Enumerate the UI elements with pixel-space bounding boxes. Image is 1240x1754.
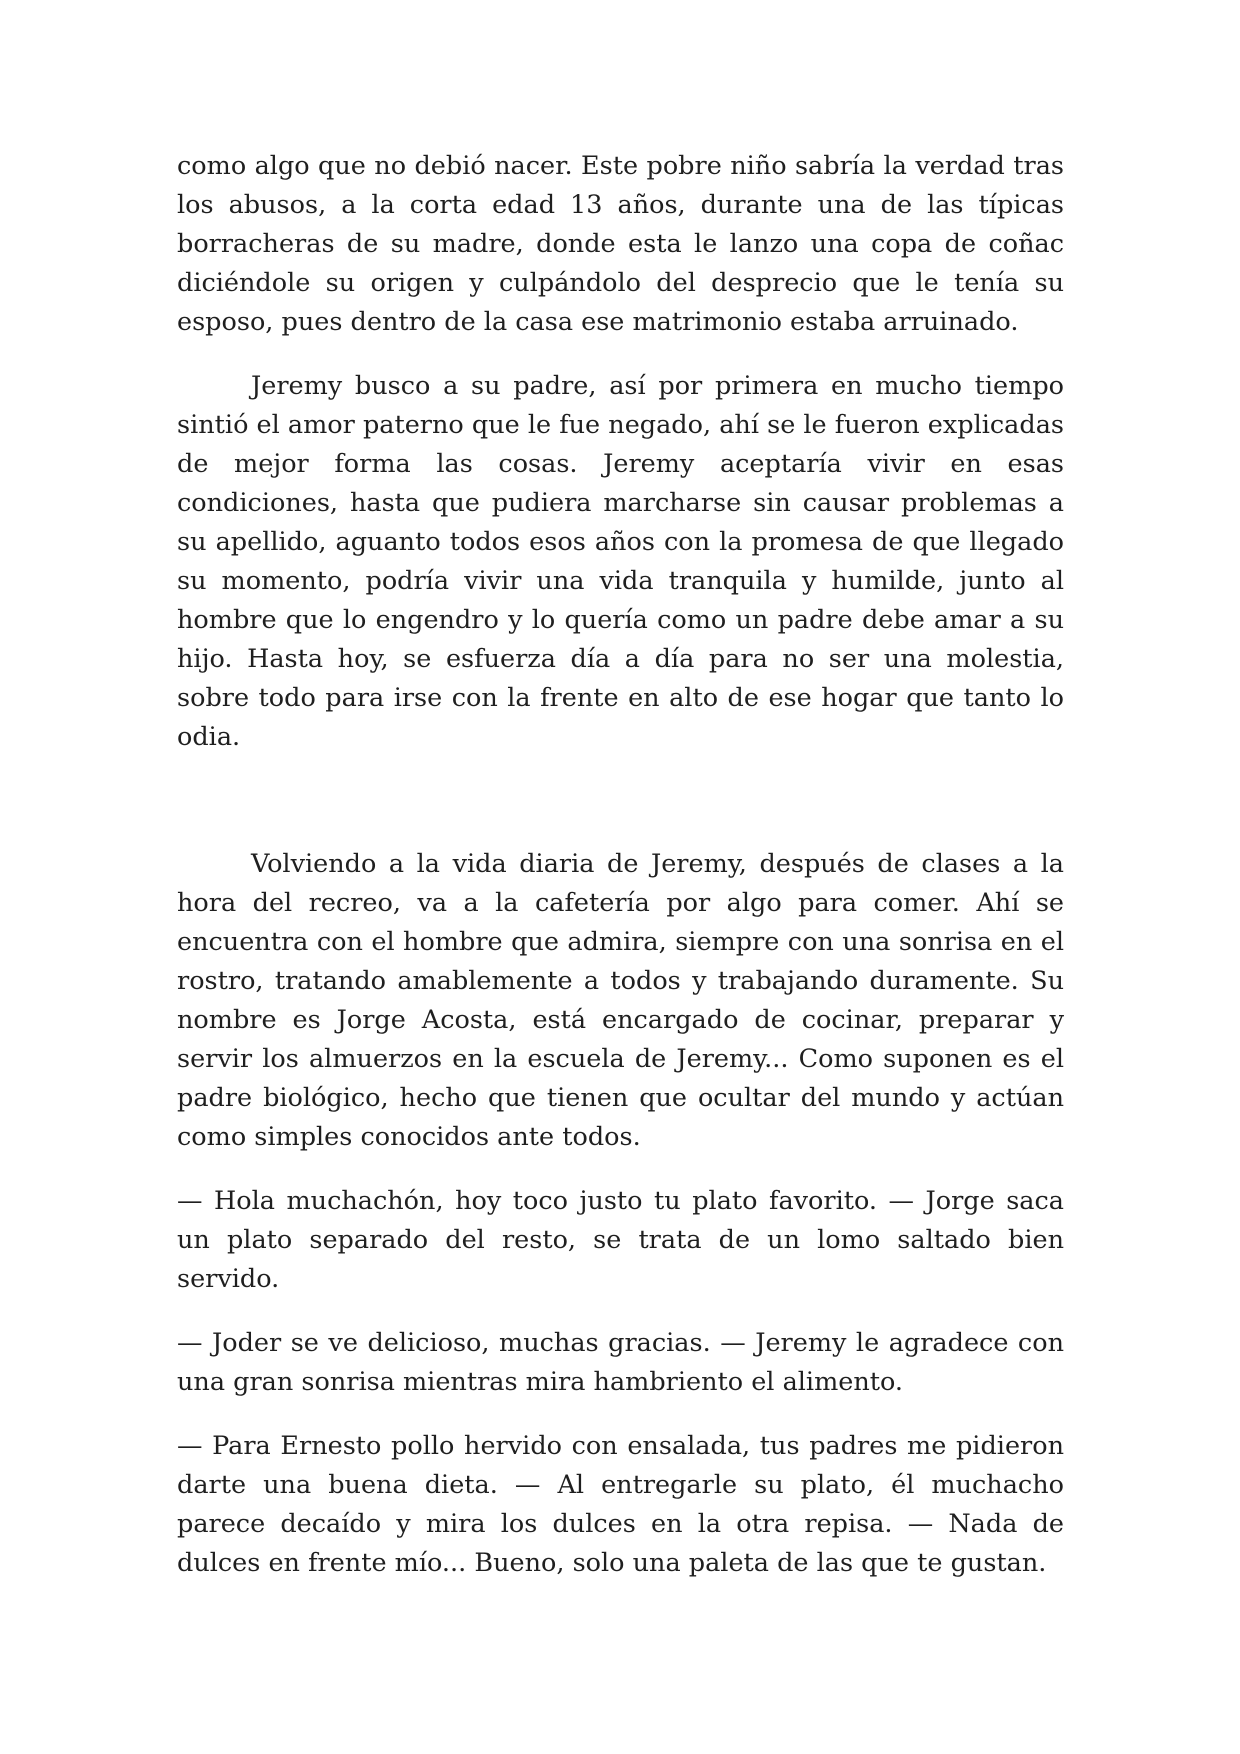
section-break <box>177 782 1064 845</box>
dialogue-jeremy: — Joder se ve delicioso, muchas gracias. — Jeremy le agradece con una gran sonrisa mientras mira hambriento el alimento. <box>177 1328 1064 1397</box>
paragraph-cafeteria: Volviendo a la vida diaria de Jeremy, después de clases a la hora del recreo, va a la cafetería por algo para comer. Ahí se encuentra con el hombre que admira, siempre con una sonrisa en el rostro, tratando amablemente a todos y trabajando duramente. Su nombre es Jorge Acosta, está encargado de cocinar, preparar y servir los almuerzos en la escuela de Jeremy... Como suponen es el padre biológico, hecho que tienen que ocultar del mundo y actúan como simples conocidos ante todos. <box>177 849 1064 1152</box>
dialogue-ernesto: — Para Ernesto pollo hervido con ensalada, tus padres me pidieron darte una buena dieta. — Al entregarle su plato, él muchacho parece decaído y mira los dulces en la otra repisa. — Nada de dulces en frente mío... Bueno, solo una paleta de las que te gustan. <box>177 1431 1064 1578</box>
paragraph-father: Jeremy busco a su padre, así por primera en mucho tiempo sintió el amor paterno que le fue negado, ahí se le fueron explicadas de mejor forma las cosas. Jeremy aceptaría vivir en esas condiciones, hasta que pudiera marcharse sin causar problemas a su apellido, aguanto todos esos años con la promesa de que llegado su momento, podría vivir una vida tranquila y humilde, junto al hombre que lo engendro y lo quería como un padre debe amar a su hijo. Hasta hoy, se esfuerza día a día para no ser una molestia, sobre todo para irse con la frente en alto de ese hogar que tanto lo odia. <box>177 371 1064 752</box>
dialogue-jorge: — Hola muchachón, hoy toco justo tu plato favorito. — Jorge saca un plato separado del resto, se trata de un lomo saltado bien servido. <box>177 1186 1064 1294</box>
paragraph-origin: como algo que no debió nacer. Este pobre niño sabría la verdad tras los abusos, a la corta edad 13 años, durante una de las típicas borracheras de su madre, donde esta le lanzo una copa de coñac diciéndole su origen y culpándolo del desprecio que le tenía su esposo, pues dentro de la casa ese matrimonio estaba arruinado. <box>177 151 1064 337</box>
document-page <box>177 147 1064 1608</box>
